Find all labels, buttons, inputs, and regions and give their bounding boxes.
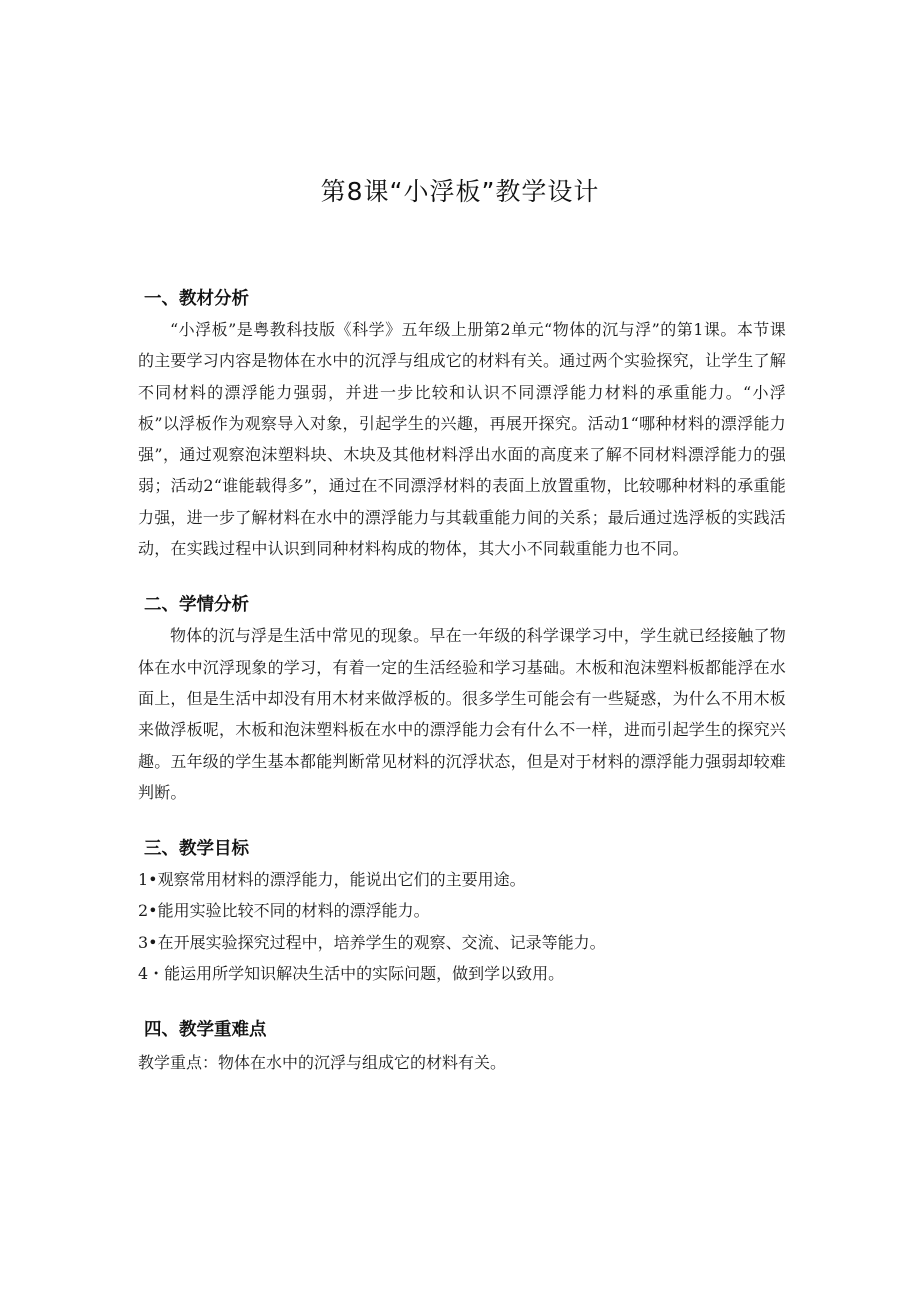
goal-item: 1•观察常用材料的漂浮能力，能说出它们的主要用途。 <box>138 870 526 890</box>
goal-item: 3•在开展实验探究过程中，培养学生的观察、交流、记录等能力。 <box>138 932 606 952</box>
document-body <box>138 284 786 1105</box>
section-heading: 二、学情分析 <box>144 595 249 616</box>
goal-item: 4・能运用所学知识解决生活中的实际问题，做到学以致用。 <box>138 964 565 984</box>
section-student-analysis <box>138 590 786 808</box>
goal-item: 2•能用实验比较不同的材料的漂浮能力。 <box>138 901 430 921</box>
section-textbook-analysis <box>138 284 786 564</box>
key-point-line: 教学重点：物体在水中的沉浮与组成它的材料有关。 <box>138 1053 507 1073</box>
section-key-points <box>138 1015 786 1078</box>
section-heading: 一、教材分析 <box>144 289 249 309</box>
section-heading: 三、教学目标 <box>144 839 249 860</box>
section-paragraph: “小浮板”是粤教科技版《科学》五年级上册第2单元“物体的沉与浮”的第1课。本节课的主要学习内容是物体在水中的沉浮与组成它的材料有关。通过两个实验探究，让学生了解不同材料的漂浮能力强弱，并进一步比较和认识不同漂浮能力材料的承重能力。“小浮板”以浮板作为观察导入对象，引起学生的兴趣，再展开探究。活动1“哪种材料的漂浮能力强”，通过观察泡沫塑料块、木块及其他材料浮出水面的高度来了解不同材料漂浮能力的强弱；活动2“谁能载得多”，通过在不同漂浮材料的表面上放置重物，比较哪种材料的承重能力强，进一步了解材料在水中的漂浮能力与其载重能力间的关系；最后通过选浮板的实践活动，在实践过程中认识到同种材料构成的物体，其大小不同载重能力也不同。 <box>138 320 787 559</box>
document-title: 第8课“小浮板”教学设计 <box>320 177 600 206</box>
section-paragraph: 物体的沉与浮是生活中常见的现象。早在一年级的科学课学习中，学生就已经接触了物体在水中沉浮现象的学习，有着一定的生活经验和学习基础。木板和泡沫塑料板都能浮在水面上，但是生活中却没有用木材来做浮板的。很多学生可能会有一些疑惑，为什么不用木板来做浮板呢，木板和泡沫塑料板在水中的漂浮能力会有什么不一样，进而引起学生的探究兴趣。五年级的学生基本都能判断常见材料的沉浮状态，但是对于材料的漂浮能力强弱却较难判断。 <box>138 626 787 802</box>
section-teaching-goals <box>138 834 786 989</box>
section-heading: 四、教学重难点 <box>144 1020 267 1041</box>
